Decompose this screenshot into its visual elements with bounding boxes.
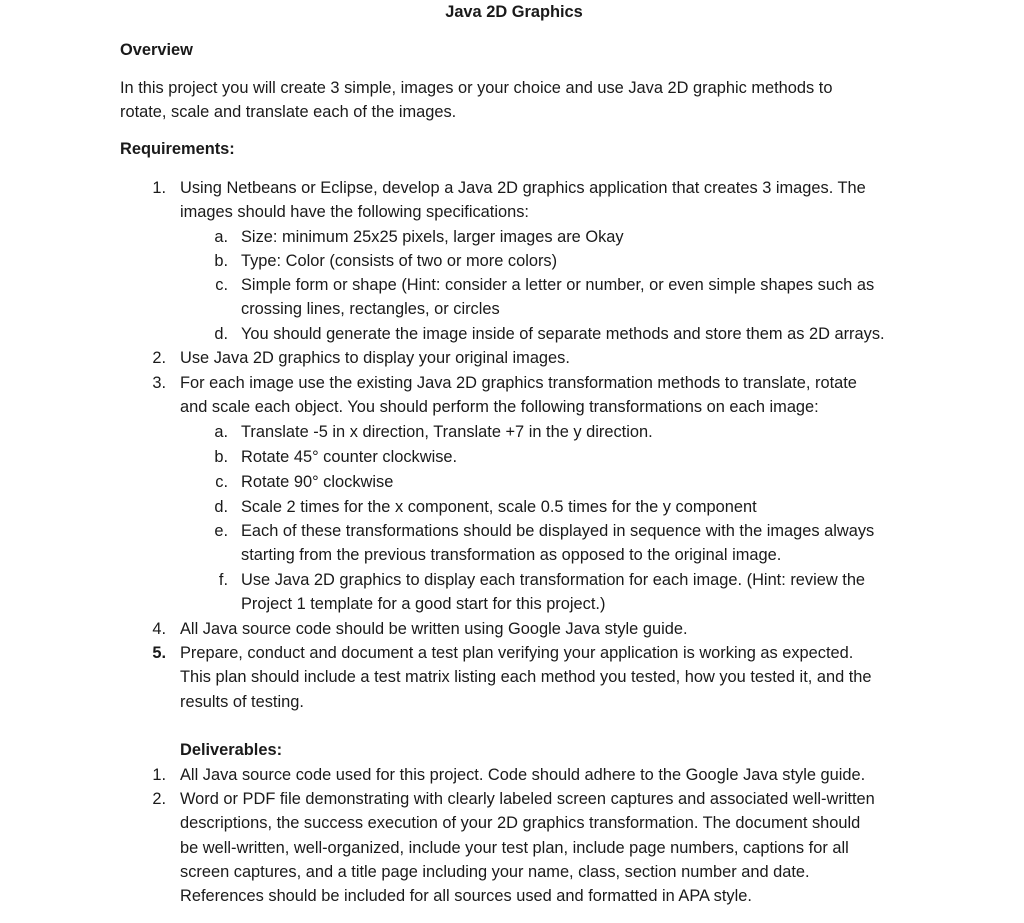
overview-heading: Overview (120, 41, 193, 59)
requirement-line: For each image use the existing Java 2D graphics transformation methods to translate, rotate (180, 374, 857, 392)
requirement-number: 3. (152, 374, 166, 392)
sub-item-text: Rotate 90° clockwise (241, 473, 394, 491)
sub-item-text: Size: minimum 25x25 pixels, larger images are Okay (241, 228, 624, 246)
deliverable-line: screen captures, and a title page including your name, class, section number and date. (180, 862, 810, 881)
overview-line: rotate, scale and translate each of the images. (120, 103, 457, 122)
sub-item-text: Translate -5 in x direction, Translate +7 in the y direction. (241, 423, 653, 441)
sub-item-line: crossing lines, rectangles, or circles (241, 300, 500, 319)
sub-item-letter: d. (214, 325, 228, 343)
requirement-line: Prepare, conduct and document a test plan verifying your application is working as expected. (180, 644, 854, 662)
sub-item-letter: a. (214, 423, 228, 441)
deliverable-number: 2. (152, 790, 166, 808)
deliverable-line: be well-written, well-organized, include your test plan, include page numbers, captions for all (180, 838, 849, 857)
requirement-line: results of testing. (180, 692, 304, 711)
overview-paragraph (120, 76, 900, 125)
sub-item-line: Each of these transformations should be displayed in sequence with the images always (241, 522, 875, 540)
sub-item-letter: b. (214, 252, 228, 270)
overview-line: In this project you will create 3 simple, images or your choice and use Java 2D graphic methods to (120, 79, 833, 97)
sub-item-text: Scale 2 times for the x component, scale 0.5 times for the y component (241, 498, 757, 516)
sub-item-letter: f. (218, 571, 228, 589)
requirement-line: Using Netbeans or Eclipse, develop a Java 2D graphics application that creates 3 images. The (180, 179, 866, 197)
document-title: Java 2D Graphics (445, 3, 583, 21)
requirements-heading: Requirements: (120, 140, 235, 158)
requirement-number: 2. (152, 349, 166, 367)
requirement-text (180, 176, 866, 225)
sub-item-text: Rotate 45° counter clockwise. (241, 448, 458, 466)
requirement-text: All Java source code should be written using Google Java style guide. (180, 620, 688, 638)
sub-item-text: You should generate the image inside of separate methods and store them as 2D arrays. (241, 325, 885, 343)
sub-item-letter: d. (214, 498, 228, 516)
deliverable-line: Word or PDF file demonstrating with clearly labeled screen captures and associated well-written (180, 790, 875, 808)
requirement-number: 5. (152, 644, 166, 662)
requirement-line: images should have the following specifications: (180, 203, 529, 222)
deliverables-heading: Deliverables: (180, 741, 283, 759)
sub-item-line: Use Java 2D graphics to display each transformation for each image. (Hint: review the (241, 571, 866, 589)
sub-item-text (241, 273, 874, 322)
sub-item-letter: e. (214, 522, 228, 540)
requirement-text (180, 371, 857, 420)
requirement-line: This plan should include a test matrix listing each method you tested, how you tested it, and the (180, 668, 872, 687)
requirement-text: Use Java 2D graphics to display your original images. (180, 349, 570, 367)
deliverable-text (180, 787, 875, 908)
requirement-text (180, 641, 872, 714)
sub-item-line: Simple form or shape (Hint: consider a letter or number, or even simple shapes such as (241, 276, 875, 294)
deliverable-text: All Java source code used for this project. Code should adhere to the Google Java style guide. (180, 766, 866, 784)
deliverable-number: 1. (152, 766, 166, 784)
sub-item-line: Project 1 template for a good start for this project.) (241, 595, 606, 614)
sub-item-text (241, 519, 874, 568)
deliverable-line: References should be included for all sources used and formatted in APA style. (180, 887, 752, 906)
requirement-number: 1. (152, 179, 166, 197)
requirement-line: and scale each object. You should perform the following transformations on each image: (180, 398, 819, 417)
sub-item-line: starting from the previous transformation as opposed to the original image. (241, 546, 782, 565)
sub-item-letter: a. (214, 228, 228, 246)
requirement-number: 4. (152, 620, 166, 638)
sub-item-text (241, 568, 865, 617)
sub-item-letter: c. (215, 276, 228, 294)
sub-item-letter: b. (214, 448, 228, 466)
sub-item-text: Type: Color (consists of two or more colors) (241, 252, 558, 270)
sub-item-letter: c. (215, 473, 228, 491)
deliverable-line: descriptions, the success execution of your 2D graphics transformation. The document should (180, 814, 861, 833)
